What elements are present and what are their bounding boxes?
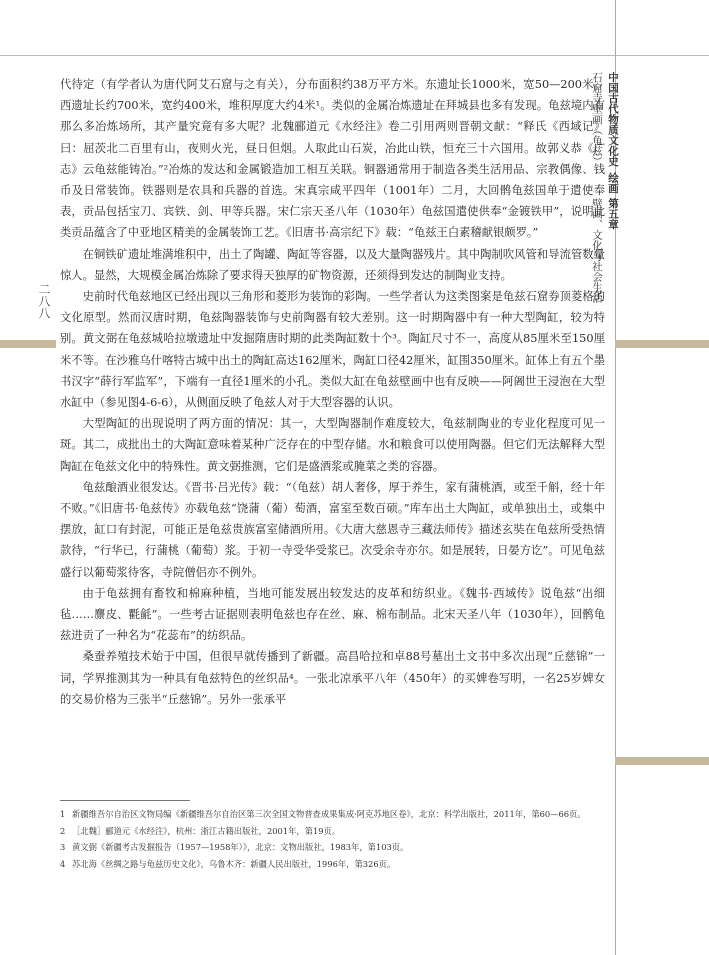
- paragraph: 龟兹酿酒业很发达。《晋书·吕光传》载：“（龟兹）胡人奢侈，厚于养生，家有蒲桃酒，或至千斛，经十年不败。”《旧唐书·龟兹传》亦载龟兹“饶蒲（葡）萄酒，富室至数百硕。”库车出土大陶缸，或单独出土，或集中摆放，缸口有封泥，可能正是龟兹贵族富室储酒所用。《大唐大慈恩寺三藏法师传》描述玄奘在龟兹所受热情款待，“行华已，行蒲桃（葡萄）浆。于初一寺受华受浆已。次受余寺亦尔。如是展转，日晏方讫”。可见龟兹盛行以葡萄浆待客，寺院僧侣亦不例外。: [60, 480, 605, 579]
- chapter-title: 壁画、文化与社会生活: [591, 198, 603, 303]
- book-title-text: 中国古代物质文化史: [607, 72, 619, 167]
- running-subtitle: 石窟寺壁画（龟兹）: [591, 72, 603, 167]
- paragraph: 由于龟兹拥有畜牧和棉麻种植，当地可能发展出较发达的皮革和纺织业。《魏书·西域传》说龟兹“出细毡……麖皮、氍毹”。一些考古证据则表明龟兹也存在丝、麻、棉布制品。北宋天圣八年（1030年），回鹘龟兹进贡了一种名为“花蕊布”的纺织品。: [60, 586, 605, 643]
- page-number: 二八八: [37, 283, 51, 319]
- footnote-text: 新疆维吾尔自治区文物局编《新疆维吾尔自治区第三次全国文物普查成果集成·阿克苏地区卷》，北京：科学出版社，2011年，第60—66页。: [72, 809, 586, 819]
- footnote: [60, 823, 605, 840]
- paragraph: 代待定（有学者认为唐代阿艾石窟与之有关），分布面积约38万平方米。东遗址长1000米，宽50—200米。西遗址长约700米，宽约400米，堆积厚度大约4米¹。类似的金属冶炼遗址在拜城县也多有发现。龟兹境内有那么多冶炼场所，其产量究竟有多大呢？北魏郦道元《水经注》卷二引用两则晋朝文献：“释氏《西域记》曰：屈茨北二百里有山，夜则火光，昼日但烟。人取此山石炭，冶此山铁，恒充三十六国用。故郭义恭《广志》云龟兹能铸冶。”²冶炼的发达和金属锻造加工相互关联。铜器通常用于制造各类生活用品、宗教偶像、钱币及日常装饰。铁器则是农具和兵器的首选。宋真宗咸平四年（1001年）二月，大回鹘龟兹国单于遣使奉表，贡品包括宝刀、宾铁、剑、甲等兵器。宋仁宗天圣八年（1030年）龟兹国遣使供奉“金镀铁甲”，说明此类贡品蕴含了中亚地区精美的金属装饰工艺。《旧唐书·高宗纪下》载：“龟兹王白素稽献银颇罗。”: [60, 78, 605, 240]
- paragraph: 桑蚕养殖技术始于中国，但很早就传播到了新疆。高昌哈拉和卓88号墓出土文书中多次出现“丘慈锦”一词，学界推测其为一种具有龟兹特色的丝织品⁴。一张北凉承平八年（450年）的买婢卷写明，一名25岁婢女的交易价格为三张半“丘慈锦”。另外一张承平: [60, 650, 605, 706]
- accent-band-right-lower: [615, 757, 709, 765]
- footnote-rule: [60, 800, 190, 801]
- footnote-number: 4: [60, 858, 66, 869]
- body-text: [60, 74, 605, 710]
- footnote: [60, 856, 605, 873]
- paragraph: 史前时代龟兹地区已经出现以三角形和菱形为装饰的彩陶。一些学者认为这类图案是龟兹石窟券顶菱格的文化原型。然而汉唐时期，龟兹陶器装饰与史前陶器有较大差别。这一时期陶器中有一种大型陶缸，较为特别。黄文弼在龟兹城哈拉墩遗址中发掘隋唐时期的此类陶缸数十个³。陶缸尺寸不一，高度从85厘米至150厘米不等。在沙雅乌什喀特古城中出土的陶缸高达162厘米，陶缸口径42厘米，缸围350厘米。缸体上有五个墨书汉字“薛行军监军”，下端有一直径1厘米的小孔。类似大缸在龟兹壁画中也有反映——阿阇世王浸泡在大型水缸中（参见图4-6-6），从侧面反映了龟兹人对于大型容器的认识。: [60, 290, 605, 410]
- section-label: 绘画: [607, 172, 619, 194]
- paragraph: 大型陶缸的出现说明了两方面的情况：其一，大型陶器制作难度较大，龟兹制陶业的专业化程度可见一斑。其二，成批出土的大陶缸意味着某种广泛存在的中型存储。水和粮食可以使用陶器。但它们无法解释大型陶缸在龟兹文化中的特殊性。黄文弼推测，它们是盛酒浆或腌菜之类的容器。: [60, 417, 605, 473]
- footnote-number: 1: [60, 809, 66, 819]
- footnote: [60, 806, 605, 823]
- footnote-number: 3: [60, 842, 66, 852]
- footnote: [60, 839, 605, 856]
- footnote-number: 2: [60, 825, 66, 836]
- footnotes: [60, 806, 605, 872]
- paragraph: 在铜铁矿遗址堆满堆积中，出土了陶罐、陶缸等容器，以及大量陶器残片。其中陶制吹风管和导流管数量惊人。显然，大规模金属冶炼除了要求得天独厚的矿物资源，还须得到发达的制陶业支持。: [60, 247, 605, 282]
- accent-band-right: [615, 340, 709, 348]
- footnote-text: ［北魏］郦道元《水经注》，杭州：浙江古籍出版社，2001年，第19页。: [72, 825, 341, 836]
- footnote-text: 苏北海《丝绸之路与龟兹历史文化》，乌鲁木齐：新疆人民出版社，1996年，第326页。: [72, 858, 396, 869]
- footnote-text: 黄文弼《新疆考古发掘报告（1957—1958年）》，北京：文物出版社，1983年，第103页。: [72, 842, 409, 852]
- accent-band-left: [0, 340, 56, 348]
- chapter-number: 第五章: [607, 198, 619, 230]
- header-rule: [0, 55, 709, 56]
